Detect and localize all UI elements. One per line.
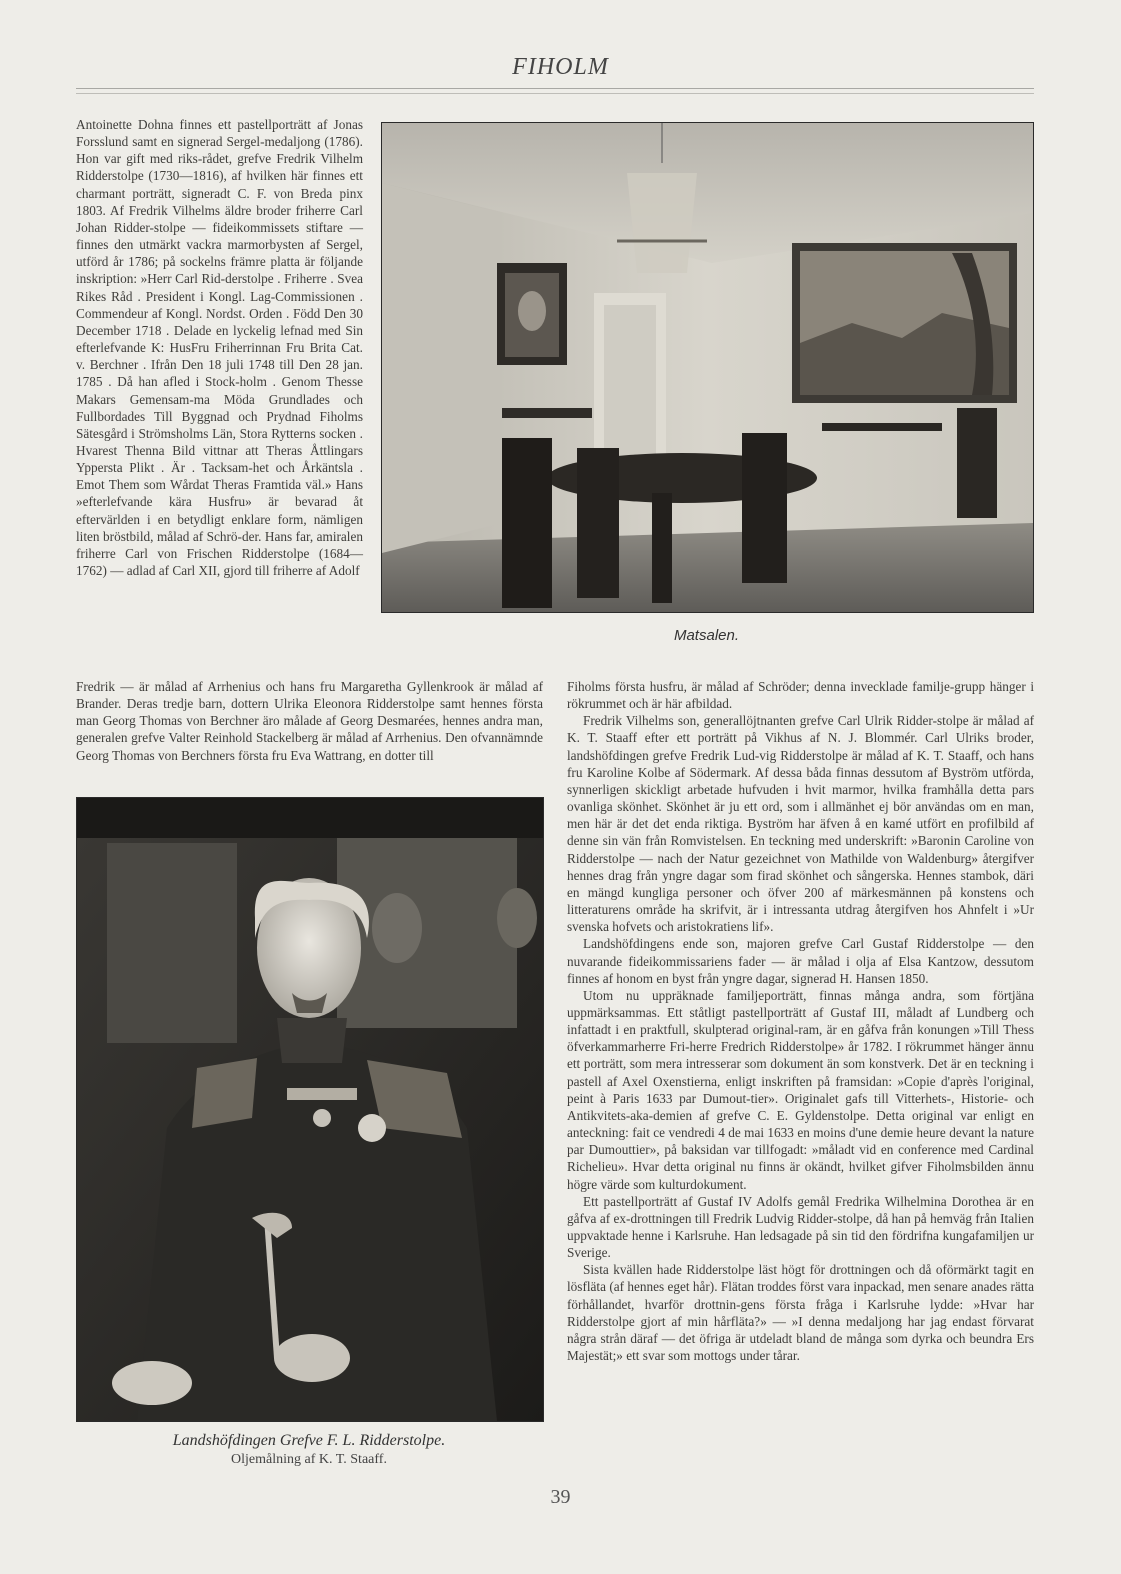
header-rule-bottom <box>76 93 1034 94</box>
paragraph: Landshöfdingens ende son, majoren grefve Carl Gustaf Ridderstolpe — den nuvarande fideikommissariens fader — är målad i olja af Elsa Kantzow, dessutom finnes af honom en byst från yngre dagar, signerad H. Hansen 1850. <box>567 936 1034 986</box>
paragraph: Utom nu uppräknade familjeporträtt, finnas många andra, som förtjäna uppmärksammas. Ett ståtligt pastellporträtt af Gustaf III, måladt af Lundberg och infattadt i en praktfull, skulpterad original-ram, är en gåfva från konungen »Till Thess öfverkammarherre Fri-herre Fredrich Ridderstolpe» år 1782. I rökrummet hänger ännu ett porträtt, som mera intresserar som dokument än som konstverk. Det är en teckning i pastell af Axel Oxenstierna, enligt inskriften på framsidan: »Copie d'après l'original, peint à Paris 1633 par Dumout-tier». Originalet gafs till Vitterhets-, Historie- och Antikvitets-aka-demien af grefve C. E. Gyldenstolpe. Detta original var enligt en anteckning: fait ce vendredi 4 de mai 1633 en moins d'une demie heure devant la nature par Dumouttier», på baksidan var tillfogadt: »måladt vid en conference med Cardinal Richelieu». Hvar detta original nu finns är okändt, hvilket gifver Fiholmsbilden ännu högre värde som kulturdokument. <box>567 987 1034 1192</box>
caption-portrait-subtitle: Oljemålning af K. T. Staaff. <box>231 1452 387 1467</box>
photo-portrait-ridderstolpe <box>76 797 544 1422</box>
paragraph: Fiholms första husfru, är målad af Schröder; denna invecklade familje-grupp hänger i rökrummet och är här afbildad. <box>567 679 1034 712</box>
header-rule-top <box>76 88 1034 89</box>
photo-dining-room <box>381 122 1034 613</box>
page-number: 39 <box>550 1486 571 1508</box>
caption-portrait: Landshöfdingen Grefve F. L. Ridderstolpe. <box>172 1432 446 1449</box>
text-column-right <box>567 678 1034 1364</box>
paragraph: Sista kvällen hade Ridderstolpe läst högt för drottningen och då oförmärkt tagit en lösfläta (af hennes eget hår). Flätan troddes först vara inpackad, men senare anades rätta förhållandet, hvarför drottnin-gens första fråga i Karlsruhe lydde: »Hvar har Ridderstolpe gjort af min hårfläta?» — »I denna medaljong har jag endast förvarat några strån däraf — det öfriga är utdeladt bland de många som dyrka och beundra Ers Majestät;» ett svar som mottogs under tårar. <box>567 1262 1034 1364</box>
paragraph: Fredrik Vilhelms son, generallöjtnanten grefve Carl Ulrik Ridder-stolpe är målad af K. T. Staaff efter ett porträtt på Vikhus af N. J. Blommér. Carl Ulriks broder, landshöfdingen grefve Fredrik Lud-vig Ridderstolpe är målad af K. T. Staaff, och hans fru Karoline Kolbe af Södermark. Af dessa båda finnas dessutom af Byström utförda, synnerligen skickligt arbetade hufvuden i hvit marmor, hvilka framhålla detta pars ovanliga skönhet. Skönhet är ju ett ord, som i allmänhet ej bör användas om en man, men här är det det enda riktiga. Byström har äfven å en kamé utfört en profilbild af denne sin vän från Romvistelsen. En teckning med underskrift: »Baronin Caroline von Ridderstolpe — nach der Natur gezeichnet von Mathilde von Waldenburg» återgifver hennes drag från yngre dagar som firad skönhet och sångerska. Hennes stambok, däri en mängd kungliga personer och öfver 200 af märkesmännen på konstens och litteraturens område ha skrifvit, är i intressanta utdrag återgifven hos Ahnfelt i »Ur svenska hofvets och aristokratiens lif». <box>567 713 1034 935</box>
text-column-mid-left <box>76 678 543 764</box>
paragraph: Fredrik — är målad af Arrhenius och hans fru Margaretha Gyllenkrook är målad af Brander. Deras tredje barn, dottern Ulrika Eleonora Ridderstolpe samt hennes första man Georg Thomas von Berchner äro målade af Georg Desmarées, hennes andra man, generalen grefve Valter Reinhold Stackelberg är målad af Arrhenius. Den ofvannämnde Georg Thomas von Berchners första fru Eva Wattrang, en dotter till <box>76 679 543 763</box>
paragraph: Antoinette Dohna finnes ett pastellporträtt af Jonas Forsslund samt en signerad Sergel-medaljong (1786). Hon var gift med riks-rådet, grefve Fredrik Vilhelm Ridderstolpe (1730—1816), af hvilken här finnes ett charmant porträtt, signeradt C. F. von Breda pinx 1803. Af Fredrik Vilhelms äldre broder friherre Carl Johan Ridder-stolpe — fideikommissets stiftare — finnes den utmärkt vackra marmorbysten af Sergel, utförd år 1786; på sockelns främre platta är följande inskription: »Herr Carl Rid-derstolpe . Friherre . Svea Rikes Råd . President i Kongl. Lag-Commissionen . Commendeur af Kongl. Nordst. Orden . Född Den 30 December 1718 . Delade en lyckelig lefnad med Sin efterlefvande K: HusFru Friherrinnan Fru Brita Cat. v. Berchner . Ifrån Den 18 juli 1748 till Den 28 jan. 1785 . Då han afled i Stock-holm . Genom Thesse Makars Gemensam-ma Möda Grundlades och Fullbordades Till Byggnad och Prydnad Fiholms Sätesgård i Strömsholms Län, Stora Rytterns socken . Hvarest Thenna Bild vittnar att Theras Åttlingars Yppersta Plikt . Är . Tacksam-het och Årkäntsla . Emot Them som Wårdat Theras Framtida väl.» Hans »efterlefvande kära Husfru» är bevarad åt eftervärlden i en betydligt enklare form, nämligen liten bröstbild, målad af Schrö-der. Hans far, amiralen friherre Carl von Frischen Ridderstolpe (1684—1762) — adlad af Carl XII, gjord till friherre af Adolf <box>76 117 363 579</box>
text-column-top-left <box>76 116 363 579</box>
caption-dining-room: Matsalen. <box>673 627 740 644</box>
running-head: FIHOLM <box>512 54 609 80</box>
paragraph: Ett pastellporträtt af Gustaf IV Adolfs gemål Fredrika Wilhelmina Dorothea är en gåfva af ex-drottningen till Fredrik Ludvig Ridder-stolpe, då han på hemväg från Italien uppvaktade henne i Karlsruhe. Han ledsagade på sin tid den fördrifna kungafamiljen ur Sverige. <box>567 1193 1034 1261</box>
